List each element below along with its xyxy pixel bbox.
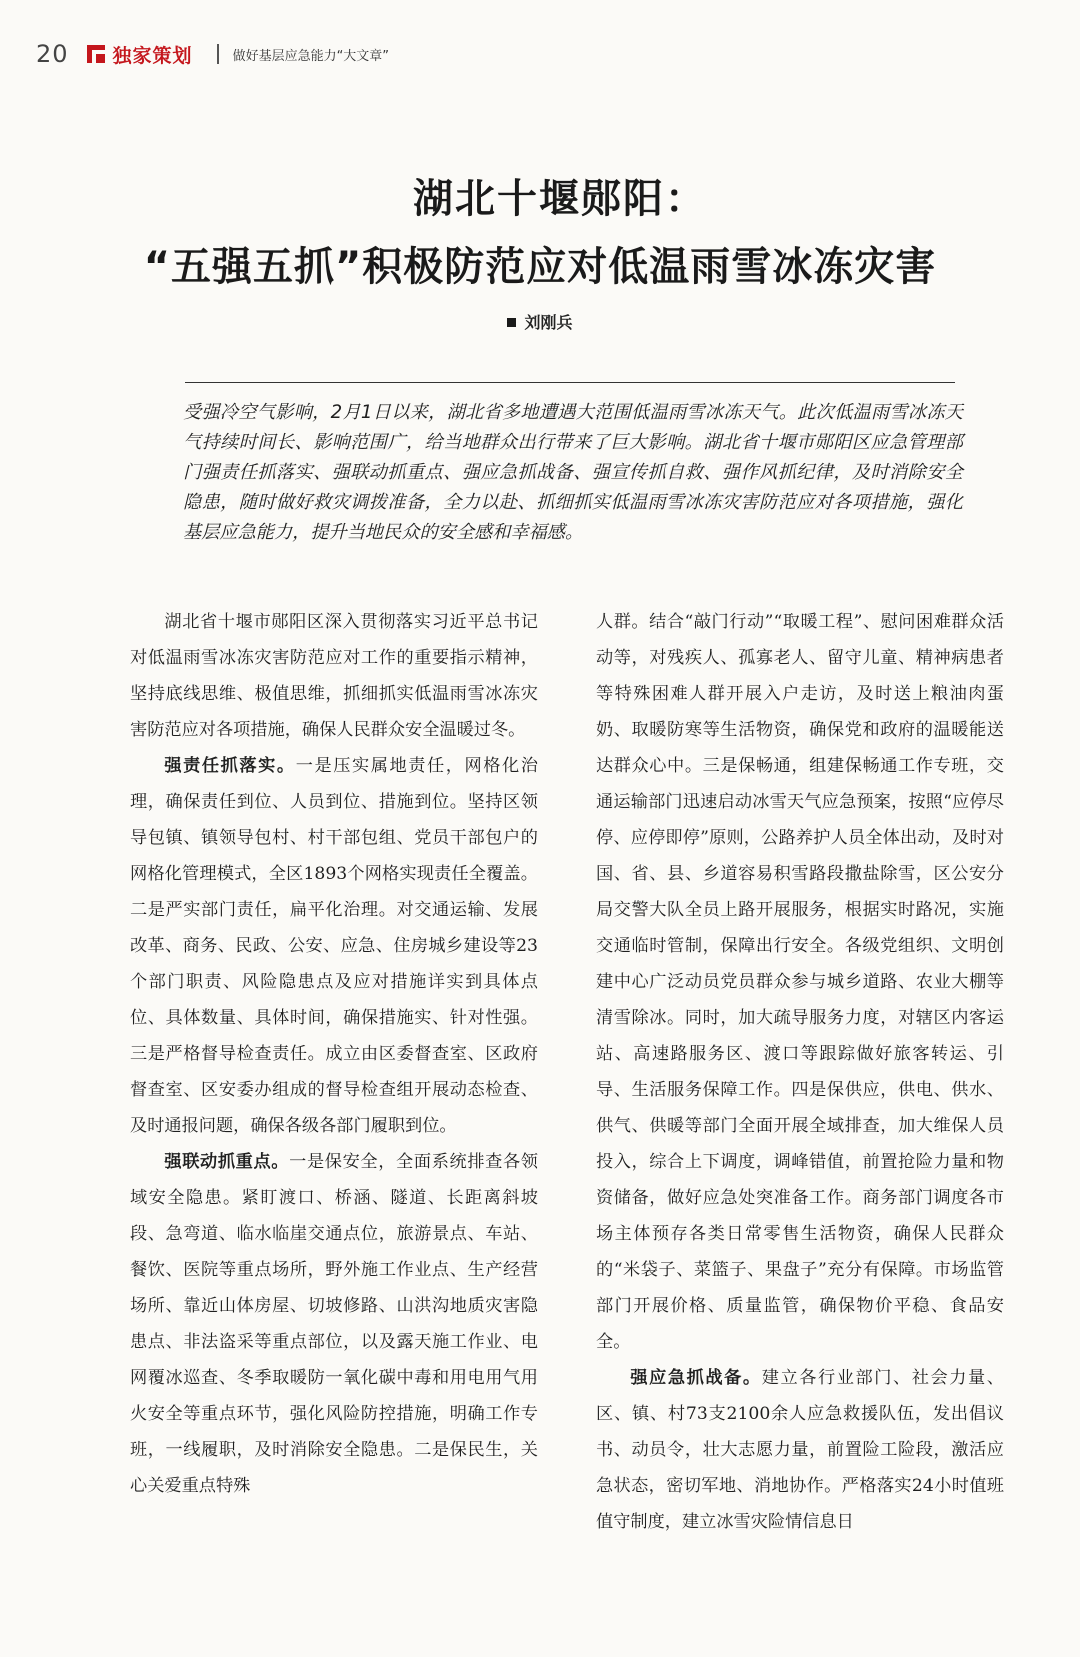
page-number: 20: [36, 40, 69, 68]
paragraph-responsibility: [130, 748, 538, 1144]
body-column-left: [130, 604, 538, 1504]
header-divider: [217, 44, 219, 64]
author-name: 刘刚兵: [524, 313, 573, 332]
paragraph-lead: 强应急抓战备。: [630, 1368, 762, 1388]
paragraph-lead: 强责任抓落实。: [164, 756, 296, 776]
title-line-2: “五强五抓”积极防范应对低温雨雪冰冻灾害: [143, 244, 937, 290]
section-logo-icon: [87, 45, 105, 63]
bullet-square-icon: [507, 318, 516, 327]
article-title: [0, 170, 1080, 296]
article-abstract: 受强冷空气影响，2月1日以来，湖北省多地遭遇大范围低温雨雪冰冻天气。此次低温雨雪冰冻天气持续时间长、影响范围广，给当地群众出行带来了巨大影响。湖北省十堰市郧阳区应急管理部门强责任抓落实、强联动抓重点、强应急抓战备、强宣传抓自救、强作风抓纪律，及时消除安全隐患，随时做好救灾调拨准备，全力以赴、抓细抓实低温雨雪冰冻灾害防范应对各项措施，强化基层应急能力，提升当地民众的安全感和幸福感。: [183, 402, 963, 543]
paragraph-lead: 强联动抓重点。: [164, 1152, 290, 1172]
paragraph-readiness: [596, 1360, 1004, 1540]
author-byline: [0, 310, 1080, 333]
paragraph-body: 建立各行业部门、社会力量、区、镇、村73支2100余人应急救援队伍，发出倡议书、动员令，壮大志愿力量，前置险工险段，激活应急状态，密切军地、消地协作。严格落实24小时值班值守制度，建立冰雪灾险情信息日: [596, 1368, 1004, 1532]
running-header: [36, 34, 1044, 74]
paragraph-body: 一是压实属地责任，网格化治理，确保责任到位、人员到位、措施到位。坚持区领导包镇、镇领导包村、村干部包组、党员干部包户的网格化管理模式，全区1893个网格实现责任全覆盖。二是严实部门责任，扁平化治理。对交通运输、发展改革、商务、民政、公安、应急、住房城乡建设等23个部门职责、风险隐患点及应对措施详实到具体点位、具体数量、具体时间，确保措施实、针对性强。三是严格督导检查责任。成立由区委督查室、区政府督查室、区安委办组成的督导检查组开展动态检查、及时通报问题，确保各级各部门履职到位。: [130, 756, 538, 1136]
title-line-1: 湖北十堰郧阳：: [413, 176, 707, 222]
paragraph-continued: 人群。结合“敲门行动”“取暖工程”、慰问困难群众活动等，对残疾人、孤寡老人、留守儿童、精神病患者等特殊困难人群开展入户走访，及时送上粮油肉蛋奶、取暖防寒等生活物资，确保党和政府的温暖能送达群众心中。三是保畅通，组建保畅通工作专班，交通运输部门迅速启动冰雪天气应急预案，按照“应停尽停、应停即停”原则，公路养护人员全体出动，及时对国、省、县、乡道容易积雪路段撒盐除雪，区公安分局交警大队全员上路开展服务，根据实时路况，实施交通临时管制，保障出行安全。各级党组织、文明创建中心广泛动员党员群众参与城乡道路、农业大棚等清雪除冰。同时，加大疏导服务力度，对辖区内客运站、高速路服务区、渡口等跟踪做好旅客转运、引导、生活服务保障工作。四是保供应，供电、供水、供气、供暖等部门全面开展全域排查，加大维保人员投入，综合上下调度，调峰错值，前置抢险力量和物资储备，做好应急处突准备工作。商务部门调度各市场主体预存各类日常零售生活物资，确保人民群众的“米袋子、菜篮子、果盘子”充分有保障。市场监管部门开展价格、质量监管，确保物价平稳、食品安全。: [596, 612, 1004, 1352]
paragraph-linkage: [130, 1144, 538, 1504]
body-column-right: [596, 604, 1004, 1540]
abstract-divider: [185, 382, 955, 383]
paragraph-body: 一是保安全，全面系统排查各领域安全隐患。紧盯渡口、桥涵、隧道、长距离斜坡段、急弯道、临水临崖交通点位，旅游景点、车站、餐饮、医院等重点场所，野外施工作业点、生产经营场所、靠近山体房屋、切坡修路、山洪沟地质灾害隐患点、非法盗采等重点部位，以及露天施工作业、电网覆冰巡查、冬季取暖防一氧化碳中毒和用电用气用火安全等重点环节，强化风险防控措施，明确工作专班，一线履职，及时消除安全隐患。二是保民生，关心关爱重点特殊: [130, 1152, 538, 1496]
series-title: 做好基层应急能力“大文章”: [232, 48, 390, 64]
intro-paragraph: 湖北省十堰市郧阳区深入贯彻落实习近平总书记对低温雨雪冰冻灾害防范应对工作的重要指示精神，坚持底线思维、极值思维，抓细抓实低温雨雪冰冻灾害防范应对各项措施，确保人民群众安全温暖过冬。: [130, 612, 538, 740]
section-name: 独家策划: [112, 44, 193, 67]
